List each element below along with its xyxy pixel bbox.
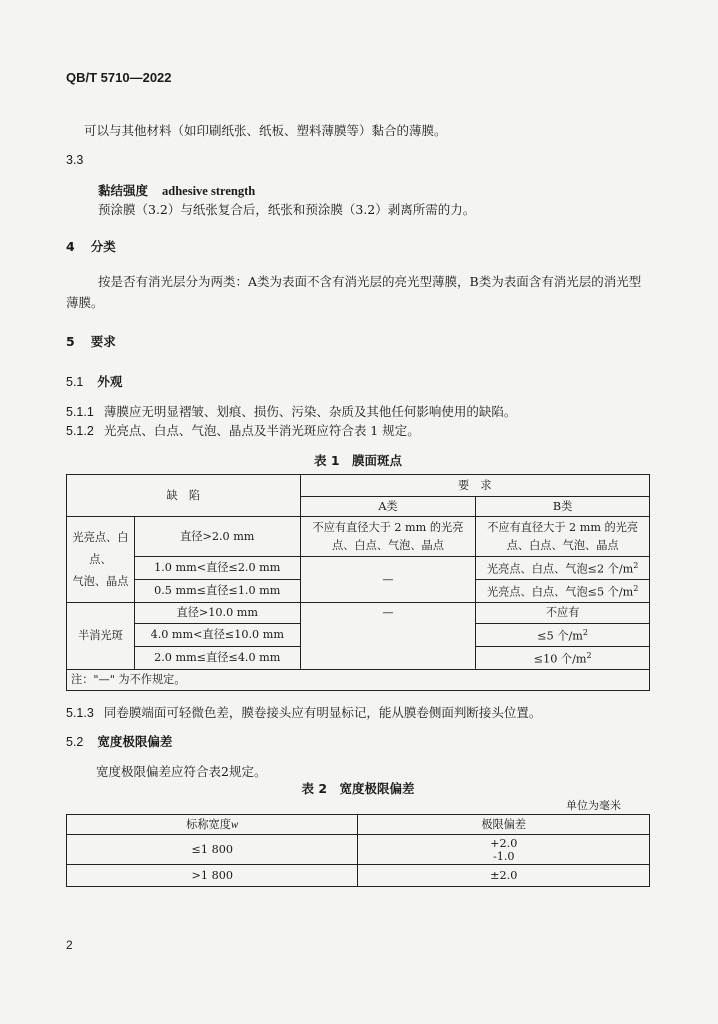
section-5-1-heading: 5.1 外观 — [66, 374, 123, 389]
table-2-caption: 表 2 宽度极限偏差 — [301, 781, 415, 796]
col-class-b: B类 — [476, 497, 650, 517]
table-2-unit: 单位为毫米 — [566, 799, 621, 812]
section-5-2-heading: 5.2 宽度极限偏差 — [66, 734, 173, 749]
term-3-3-definition: 预涂膜（3.2）与纸张复合后，纸张和预涂膜（3.2）剥离所需的力。 — [98, 202, 476, 217]
col-defect: 缺 陷 — [67, 475, 301, 517]
table-2 — [66, 814, 650, 887]
table-row: 光亮点、白点、 气泡、晶点 直径>2.0 mm 不应有直径大于 2 mm 的光亮点、白点、气泡、晶点 不应有直径大于 2 mm 的光亮点、白点、气泡、晶点 — [67, 517, 650, 557]
table-row: 1.0 mm<直径≤2.0 mm — 光亮点、白点、气泡≤2 个$/m^2$ — [67, 557, 650, 580]
table-row: 半消光斑 直径>10.0 mm — 不应有 — [67, 603, 650, 624]
clause-5-1-1: 5.1.1 薄膜应无明显褶皱、划痕、损伤、污染、杂质及其他任何影响使用的缺陷。 — [66, 404, 517, 419]
clause-5-1-3: 5.1.3 同卷膜端面可轻微色差，膜卷接头应有明显标记，能从膜卷侧面判断接头位置。 — [66, 705, 542, 720]
term-cn: 黏结强度 — [98, 183, 149, 198]
table-row: 4.0 mm<直径≤10.0 mm ≤5 个$/m^2$ — [67, 624, 650, 647]
col-class-a: A类 — [300, 497, 476, 517]
paragraph-continuation: 可以与其他材料（如印刷纸张、纸板、塑料薄膜等）黏合的薄膜。 — [84, 123, 447, 138]
page-number: 2 — [66, 938, 73, 952]
standard-number: QB/T 5710—2022 — [66, 70, 172, 85]
col-requirement: 要 求 — [300, 475, 649, 497]
term-3-3 — [98, 181, 255, 199]
table-1-note: 注："—" 为不作规定。 — [67, 670, 650, 691]
group-bright-spots: 光亮点、白点、 气泡、晶点 — [67, 517, 135, 603]
col-nominal-width: 标称宽度w — [67, 815, 358, 835]
table-row: 0.5 mm≤直径≤1.0 mm 光亮点、白点、气泡≤5 个$/m^2$ — [67, 580, 650, 603]
section-4-text: 按是否有消光层分为两类：A类为表面不含有消光层的亮光型薄膜，B类为表面含有消光层的消光型薄膜。 — [66, 274, 642, 310]
table-row: 2.0 mm≤直径≤4.0 mm ≤10 个$/m^2$ — [67, 647, 650, 670]
clause-5-1-2: 5.1.2 光亮点、白点、气泡、晶点及半消光斑应符合表 1 规定。 — [66, 423, 420, 438]
group-semi-matte: 半消光斑 — [67, 603, 135, 670]
section-4-heading: 4 分类 — [66, 239, 116, 254]
table-row: >1 800 ±2.0 — [67, 865, 650, 887]
col-deviation: 极限偏差 — [358, 815, 650, 835]
term-en: adhesive strength — [162, 184, 256, 198]
table-1 — [66, 474, 650, 691]
section-3-3-number: 3.3 — [66, 153, 84, 167]
section-5-heading: 5 要求 — [66, 334, 116, 349]
table-row: ≤1 800 +2.0 -1.0 — [67, 835, 650, 865]
table-1-caption: 表 1 膜面斑点 — [313, 453, 403, 468]
section-5-2-text: 宽度极限偏差应符合表2规定。 — [96, 764, 267, 779]
